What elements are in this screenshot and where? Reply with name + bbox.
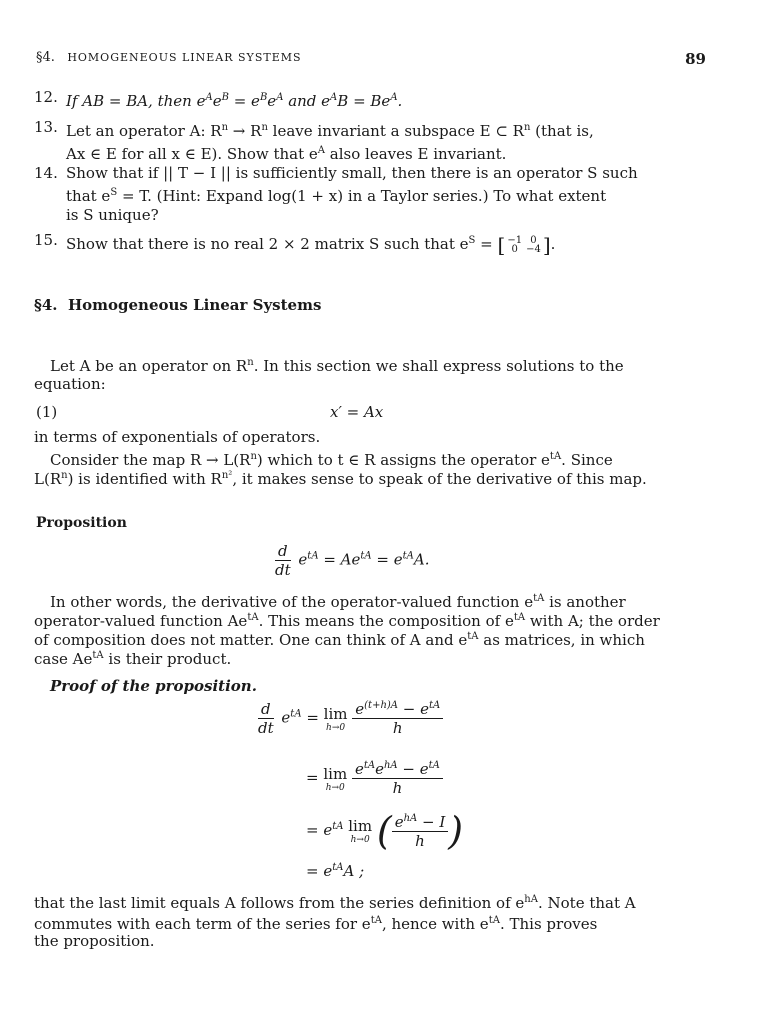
exercise-text: Let an operator A: $R^n \to R^n$ leave invariant a subspace E ⊂ $R^n$ (that is, Ax ∈ E for all x ∈ E). Show that $e^A$ also leaves E invariant. <box>66 122 594 163</box>
exercise-text: If AB = BA, then $e^Ae^B = e^Be^A$ and $e^AB = Be^A$. <box>66 92 403 110</box>
limit: lim h→0 <box>323 764 348 793</box>
section-number: §4. <box>34 296 58 314</box>
intro-paragraph-line2: equation: <box>34 375 106 393</box>
proposition-label: Proposition <box>36 515 127 531</box>
page-number: 89 <box>685 50 706 68</box>
proof-line-1: $\frac{d}{dt}$ $e^{tA}$ = lim h→0 $\frac{e^{(t+h)A} - e^{tA}}{h}$ <box>255 700 443 737</box>
exercise-12 <box>34 88 704 111</box>
exercise-text: Show that there is no real 2 × 2 matrix S such that $e^S$ = [ −1 0 0 −4 ] . <box>66 233 556 257</box>
closing-line-3: the proposition. <box>34 932 155 950</box>
proof-line-4: = $e^{tA}A$ ; <box>306 862 365 880</box>
limit: lim h→0 <box>348 817 373 845</box>
remark-line-3: of composition does not matter. One can think of A and $e^{tA}$ as matrices, in which <box>34 631 645 649</box>
running-header-title <box>36 50 302 68</box>
difference-quotient: $\frac{e^{(t+h)A} - e^{tA}}{h}$ <box>352 700 443 737</box>
header-title: HOMOGENEOUS LINEAR SYSTEMS <box>67 51 302 64</box>
difference-quotient: $\frac{e^{tA}e^{hA} - e^{tA}}{h}$ <box>352 760 443 797</box>
intro-paragraph-2: in terms of exponentials of operators. <box>34 428 321 446</box>
exercise-number: 13. <box>34 118 58 136</box>
header-section-number: §4. <box>36 50 55 65</box>
remark-paragraph: In other words, the derivative of the operator-valued function $e^{tA}$ is another <box>50 593 626 611</box>
exercise-number: 12. <box>34 88 58 106</box>
section-title: Homogeneous Linear Systems <box>67 296 322 314</box>
derivative-fraction: $\frac{d}{dt}$ <box>275 542 291 579</box>
intro-paragraph-3: Consider the map $R \to L(R^n)$ which to t ∈ R assigns the operator $e^{tA}$. Since <box>50 451 613 469</box>
exercise-15 <box>34 231 704 255</box>
proof-label: Proof of the proposition. <box>50 677 257 695</box>
proof-line-2: = lim h→0 $\frac{e^{tA}e^{hA} - e^{tA}}{h}$ <box>306 760 443 797</box>
exercise-14 <box>34 164 704 225</box>
remark-line-2: operator-valued function $Ae^{tA}$. This means the composition of $e^{tA}$ with A; the order <box>34 612 660 630</box>
proof-line-3: = $e^{tA}$ lim h→0 ( $\frac{e^{hA} - I}{h}$ ) <box>306 809 464 853</box>
running-header <box>36 50 706 68</box>
exercise-number: 15. <box>34 231 58 249</box>
matrix: [ −1 0 0 −4 ] <box>497 233 551 257</box>
equation-label: (1) <box>36 403 58 421</box>
proposition-equation: $\frac{d}{dt}$ $e^{tA} = Ae^{tA} = e^{tA}A$. <box>272 542 429 579</box>
remark-line-4: case $Ae^{tA}$ is their product. <box>34 650 232 668</box>
exercise-13 <box>34 118 704 164</box>
intro-paragraph-3-line2: $L(R^n)$ is identified with $R^{n^2}$, it makes sense to speak of the derivative of this map. <box>34 470 647 488</box>
exercise-text: Show that if || T − I || is sufficiently small, then there is an operator S such that $e^S = T$. (Hint: Expand log(1 + x) in a Taylor series.) To what extent is S unique? <box>66 164 638 224</box>
exercise-number: 14. <box>34 164 58 182</box>
closing-line-1: that the last limit equals A follows from the series definition of $e^{hA}$. Note that A <box>34 894 636 912</box>
derivative-fraction: $\frac{d}{dt}$ <box>258 700 274 737</box>
section-heading <box>34 296 321 314</box>
equation-1: x′ = Ax <box>330 403 384 421</box>
limit: lim h→0 <box>323 704 348 733</box>
intro-paragraph: Let A be an operator on $R^n$. In this section we shall express solutions to the <box>50 357 624 375</box>
closing-line-2: commutes with each term of the series for $e^{tA}$, hence with $e^{tA}$. This proves <box>34 915 598 933</box>
difference-quotient: $\frac{e^{hA} - I}{h}$ <box>392 813 449 850</box>
